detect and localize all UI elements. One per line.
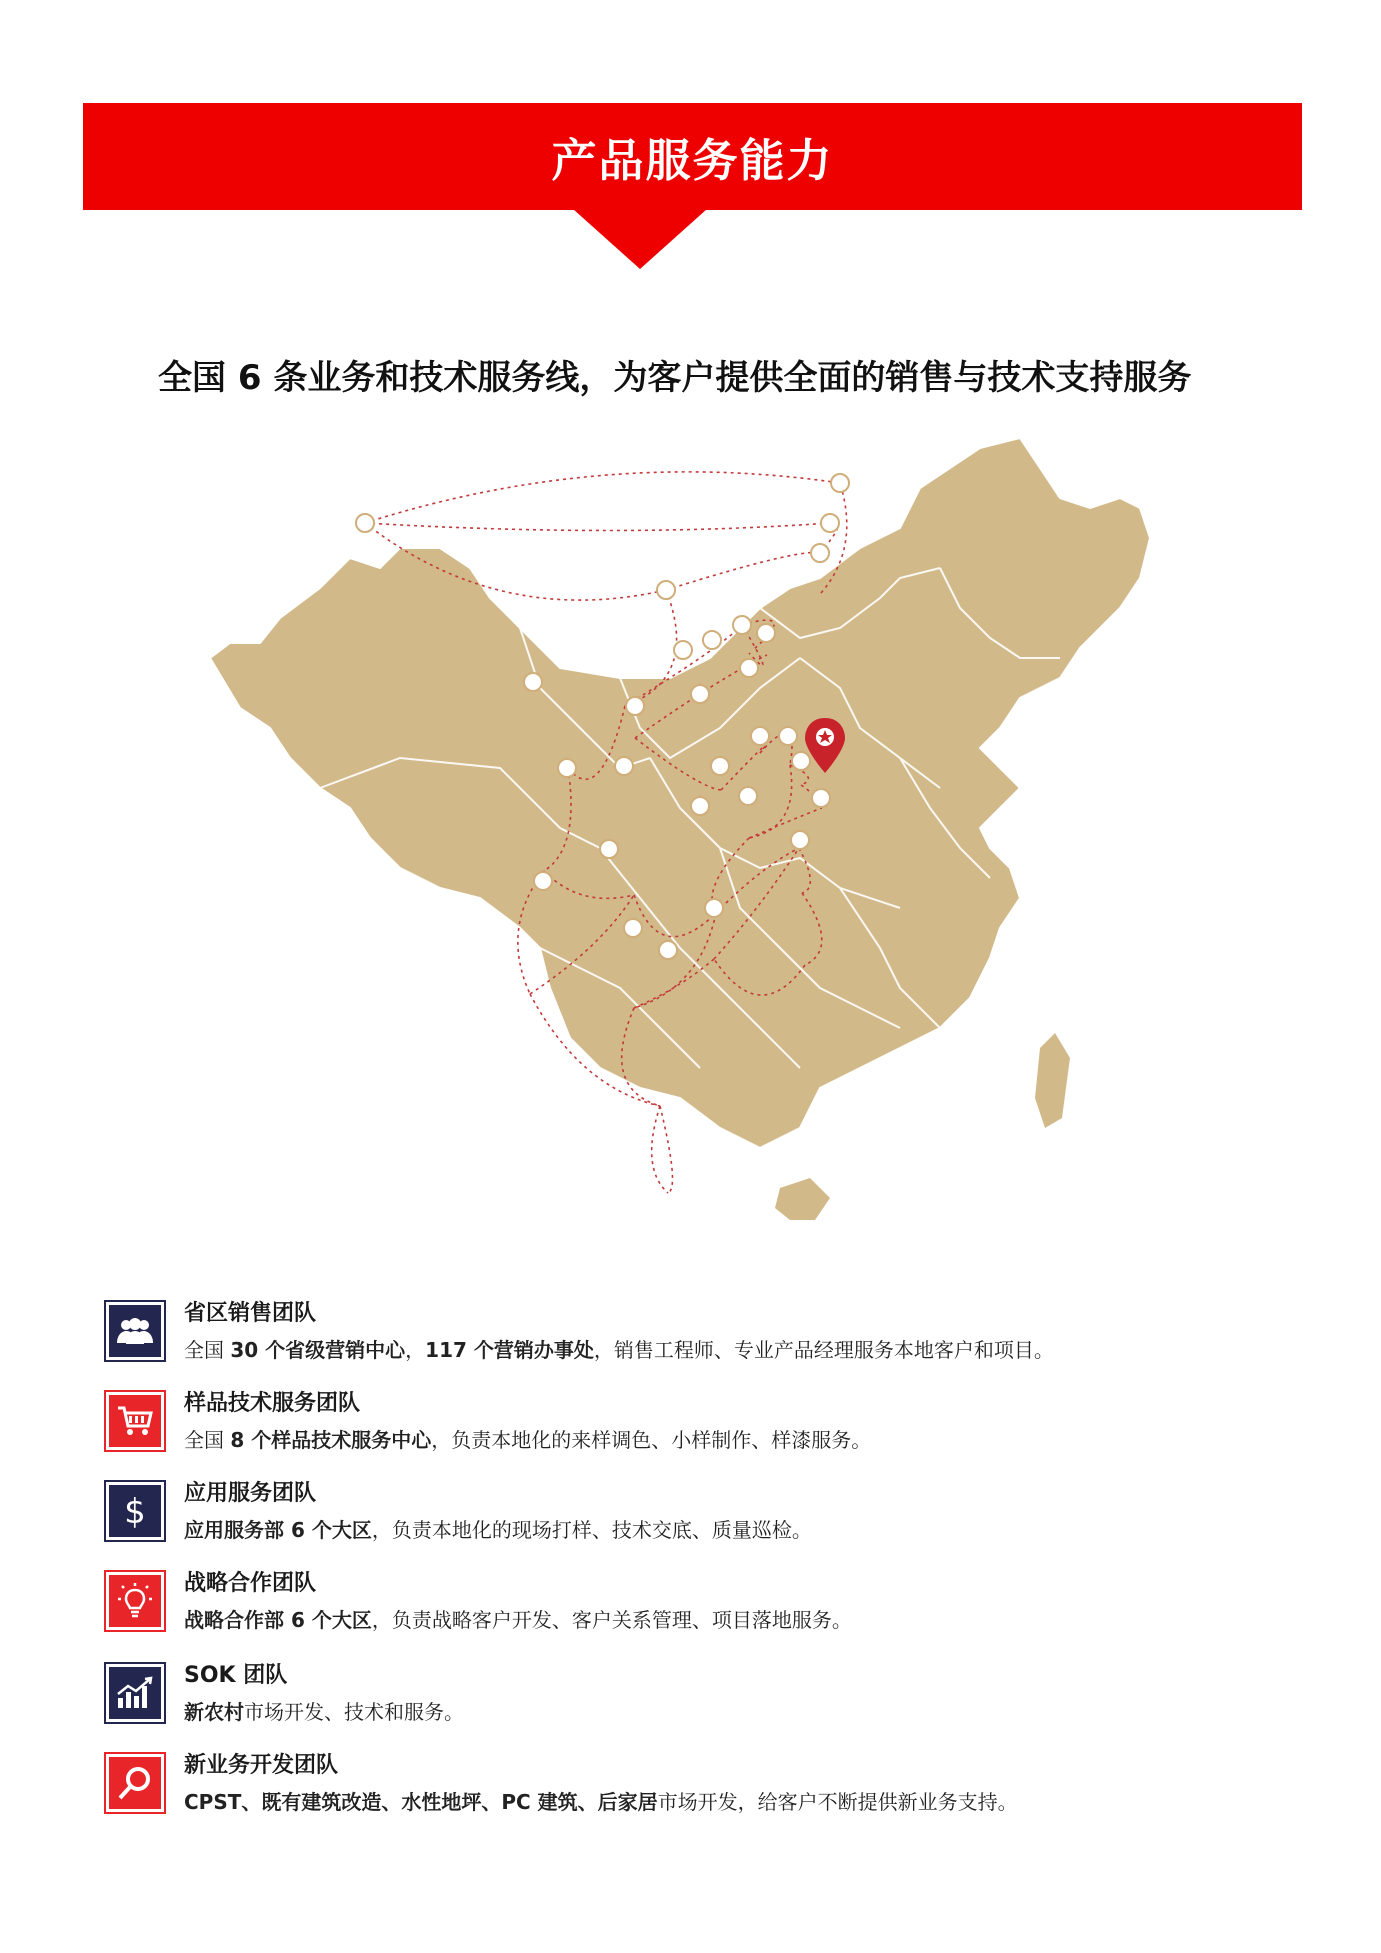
banner-arrow — [573, 209, 707, 269]
team-item-application — [106, 1476, 1306, 1546]
page-title: 产品服务能力 — [551, 134, 834, 187]
team-title: 省区销售团队 — [184, 1301, 317, 1326]
lightbulb-icon — [106, 1572, 164, 1630]
svg-text:$: $ — [124, 1492, 146, 1531]
team-title: SOK 团队 — [184, 1663, 288, 1688]
team-title: 新业务开发团队 — [184, 1753, 339, 1778]
team-item-sample-tech — [106, 1386, 1306, 1456]
people-icon — [106, 1302, 164, 1360]
page-subtitle: 全国 6 条业务和技术服务线，为客户提供全面的销售与技术支持服务 — [158, 358, 1192, 398]
team-description: 战略合作部 6 个大区，负责战略客户开发、客户关系管理、项目落地服务。 — [184, 1608, 852, 1632]
dollar-icon — [106, 1482, 164, 1540]
team-item-sok — [106, 1658, 1306, 1728]
team-item-strategy — [106, 1566, 1306, 1636]
team-description: 应用服务部 6 个大区，负责本地化的现场打样、技术交底、质量巡检。 — [184, 1518, 812, 1542]
team-title: 战略合作团队 — [184, 1571, 317, 1596]
team-description: 全国 30 个省级营销中心，117 个营销办事处，销售工程师、专业产品经理服务本地客户和项目。 — [184, 1338, 1054, 1362]
team-item-sales — [106, 1296, 1306, 1366]
map-island-taiwan — [1035, 1033, 1070, 1128]
team-description: 新农村市场开发、技术和服务。 — [184, 1700, 464, 1724]
team-description: 全国 8 个样品技术服务中心，负责本地化的来样调色、小样制作、样漆服务。 — [184, 1428, 872, 1452]
map-island-hainan — [775, 1178, 830, 1220]
map-landmass — [210, 438, 1150, 1148]
magnifier-icon — [106, 1754, 164, 1812]
china-map — [200, 428, 1180, 1228]
team-title: 样品技术服务团队 — [184, 1391, 361, 1416]
team-description: CPST、既有建筑改造、水性地坪、PC 建筑、后家居市场开发，给客户不断提供新业务支持。 — [184, 1790, 1018, 1814]
team-item-new-business — [106, 1748, 1306, 1818]
team-title: 应用服务团队 — [184, 1481, 317, 1506]
cart-icon — [106, 1392, 164, 1450]
chart-icon — [106, 1664, 164, 1722]
